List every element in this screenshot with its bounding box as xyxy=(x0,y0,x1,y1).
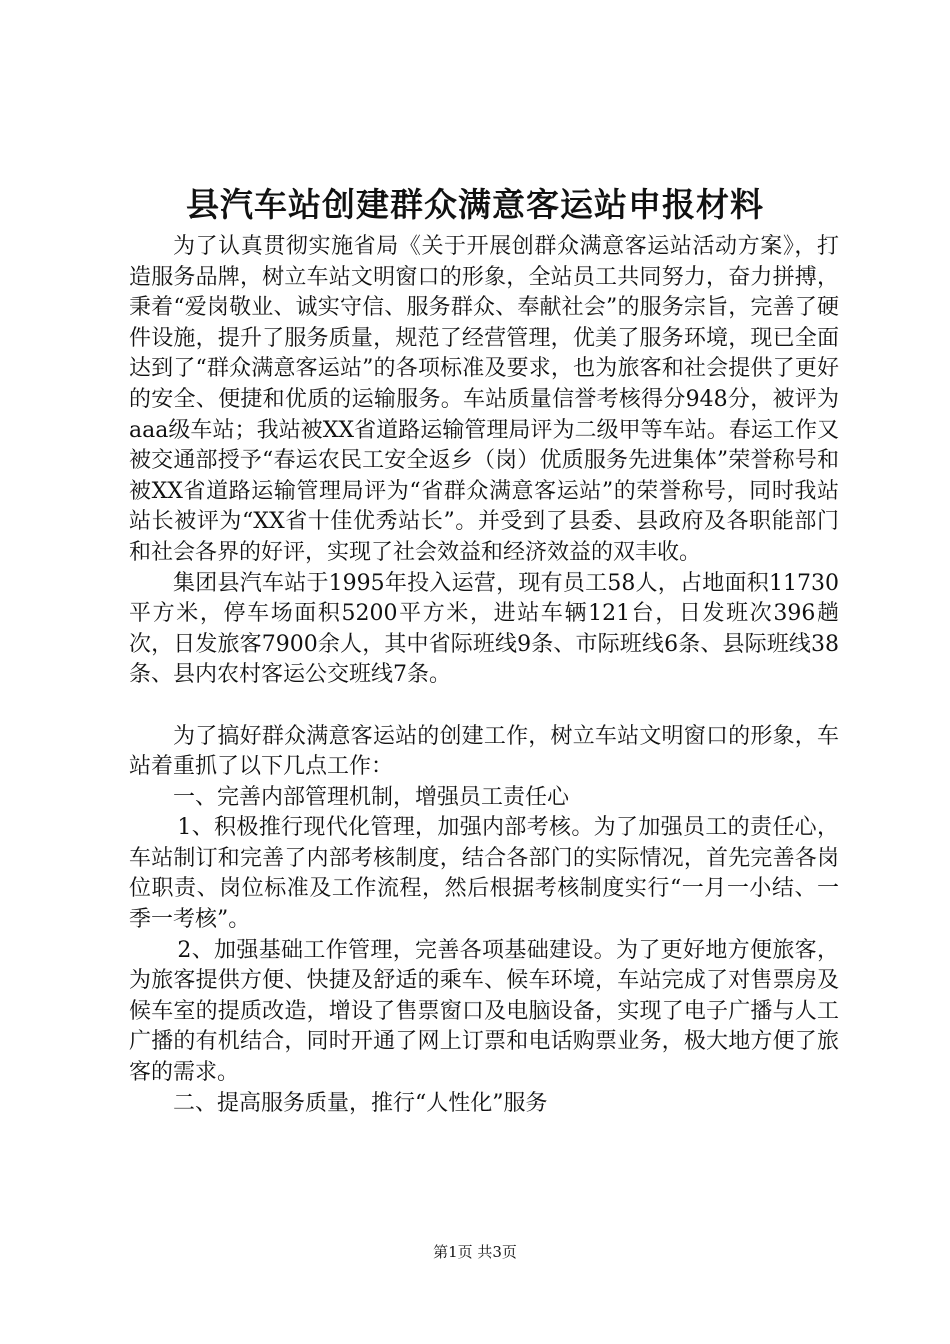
section-heading-1: 一、完善内部管理机制，增强员工责任心 xyxy=(173,784,570,810)
page-footer: 第1页 共3页 xyxy=(433,1243,517,1261)
document-title: 县汽车站创建群众满意客运站申报材料 xyxy=(186,185,764,224)
paragraph-intro: 为了认真贯彻实施省局《关于开展创群众满意客运站活动方案》，打造服务品牌，树立车站文明窗口的形象，全站员工共同努力，奋力拼搏，秉着“爱岗敬业、诚实守信、服务群众、奉献社会”的服务宗旨，完善了硬件设施，提升了服务质量，规范了经营管理，优美了服务环境，现已全面达到了“群众满意客运站”的各项标准及要求，也为旅客和社会提供了更好的安全、便捷和优质的运输服务。车站质量信誉考核得分948分，被评为aaa级车站；我站被XX省道路运输管理局评为二级甲等车站。春运工作又被交通部授予“春运农民工安全返乡（岗）优质服务先进集体”荣誉称号和被XX省道路运输管理局评为“省群众满意客运站”的荣誉称号，同时我站站长被评为“XX省十佳优秀站长”。并受到了县委、县政府及各职能部门和社会各界的好评，实现了社会效益和经济效益的双丰收。 xyxy=(129,234,839,565)
paragraph-item-1: 1、积极推行现代化管理，加强内部考核。为了加强员工的责任心，车站制订和完善了内部考核制度，结合各部门的实际情况，首先完善各岗位职责、岗位标准及工作流程，然后根据考核制度实行“一月一小结、一季一考核”。 xyxy=(129,815,839,933)
section-heading-2: 二、提高服务质量，推行“人性化”服务 xyxy=(173,1090,548,1116)
paragraph-item-2: 2、加强基础工作管理，完善各项基础建设。为了更好地方便旅客，为旅客提供方便、快捷及舒适的乘车、候车环境，车站完成了对售票房及候车室的提质改造，增设了售票窗口及电脑设备，实现了电子广播与人工广播的有机结合，同时开通了网上订票和电话购票业务，极大地方便了旅客的需求。 xyxy=(129,937,839,1086)
blank-line xyxy=(129,691,839,722)
document-body xyxy=(129,232,839,1119)
paragraph-work-summary: 为了搞好群众满意客运站的创建工作，树立车站文明窗口的形象，车站着重抓了以下几点工作： xyxy=(129,723,839,780)
paragraph-station-overview: 集团县汽车站于1995年投入运营，现有员工58人，占地面积11730平方米，停车场面积5200平方米，进站车辆121台，日发班次396趟次，日发旅客7900余人，其中省际班线9条、市际班线6条、县际班线38条、县内农村客运公交班线7条。 xyxy=(129,570,839,688)
